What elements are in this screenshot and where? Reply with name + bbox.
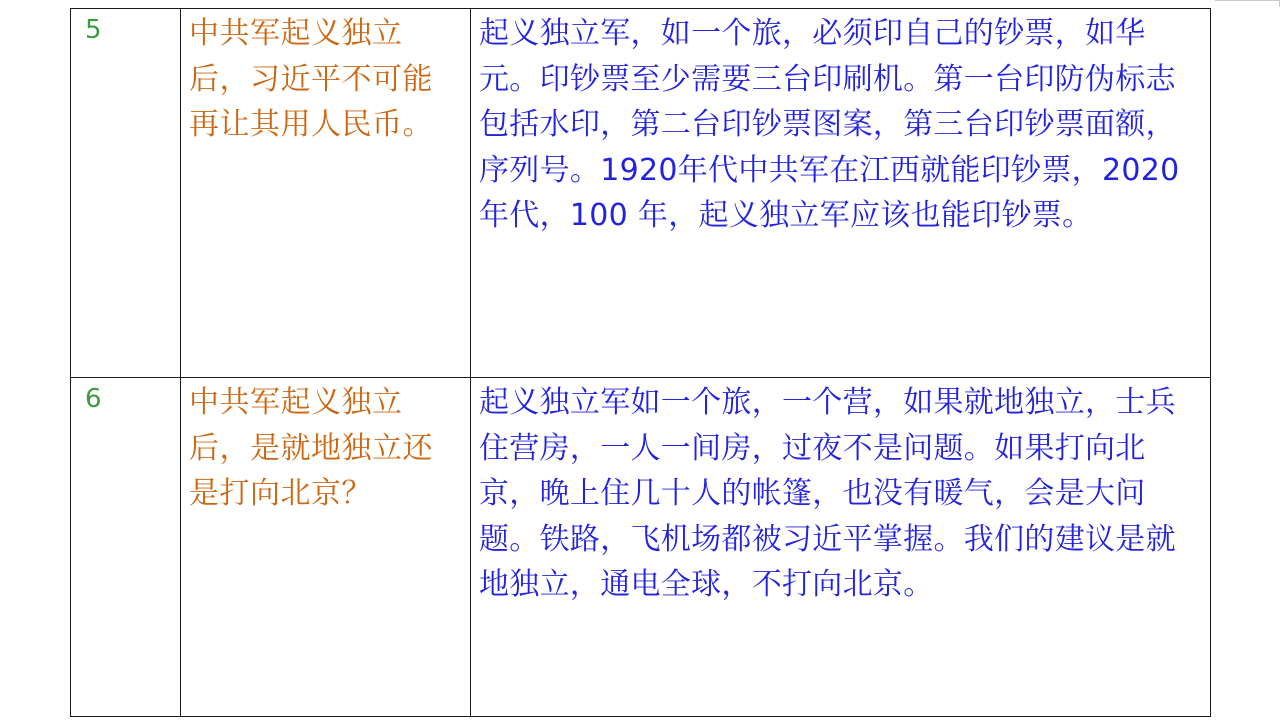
- answer-text: 起义独立军如一个旅，一个营，如果就地独立，士兵住营房，一人一间房，过夜不是问题。如果打向北京，晚上住几十人的帐篷，也没有暖气，会是大问题。铁路，飞机场都被习近平掌握。我们的建议是就地独立，通电全球，不打向北京。: [479, 385, 1176, 603]
- content-table: [70, 8, 1211, 717]
- answer-cell: [471, 9, 1211, 378]
- answer-cell: [471, 378, 1211, 717]
- table-row: [71, 378, 1211, 717]
- row-number: 6: [85, 384, 102, 414]
- row-number: 5: [85, 15, 102, 45]
- row-number-cell: [71, 9, 181, 378]
- question-text: 中共军起义独立后，习近平不可能再让其用人民币。: [189, 16, 433, 143]
- question-text: 中共军起义独立后，是就地独立还是打向北京？: [189, 385, 433, 512]
- answer-text: 起义独立军，如一个旅，必须印自己的钞票，如华元。印钞票至少需要三台印刷机。第一台印防伪标志包括水印，第二台印钞票图案，第三台印钞票面额，序列号。1920年代中共军在江西就能印钞票，2020 年代，100 年，起义独立军应该也能印钞票。: [479, 16, 1180, 234]
- row-number-cell: [71, 378, 181, 717]
- question-cell: [181, 378, 471, 717]
- page-corner-mark: [1215, 0, 1280, 7]
- question-cell: [181, 9, 471, 378]
- table-row: [71, 9, 1211, 378]
